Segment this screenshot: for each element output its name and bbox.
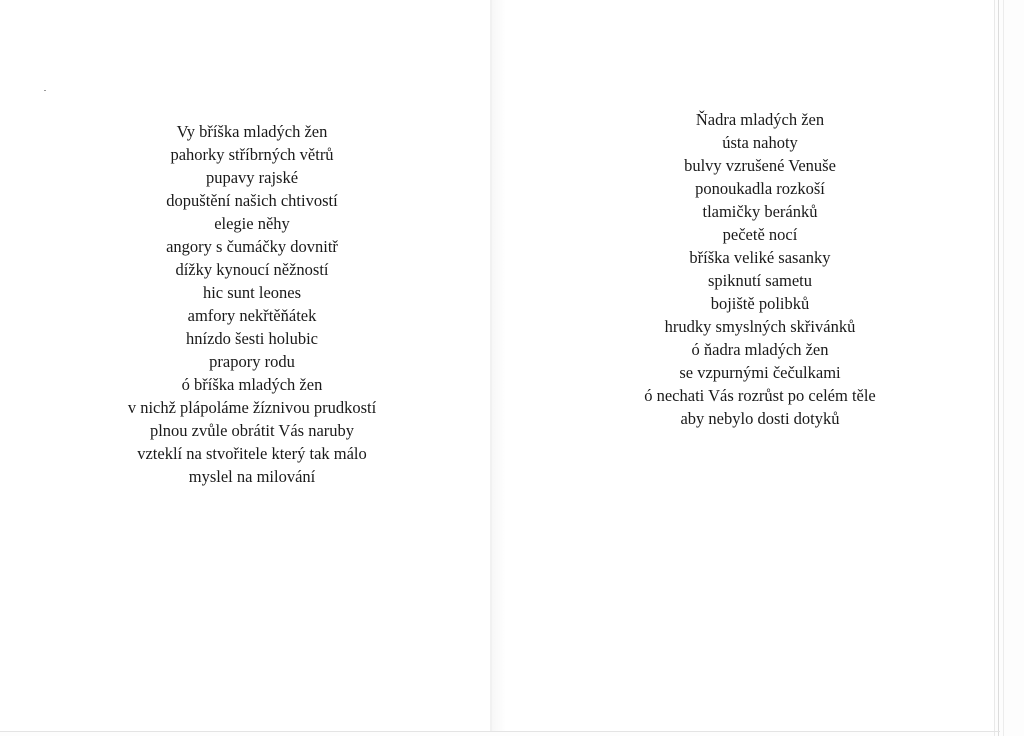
poem-line: Ňadra mladých žen xyxy=(695,110,825,129)
poem-line: tlamičky beránků xyxy=(702,202,818,221)
poem-line: pečetě nocí xyxy=(722,225,798,244)
page-edge xyxy=(994,0,995,736)
poem-line: bulvy vzrušené Venuše xyxy=(684,156,836,175)
poem-line: ó ňadra mladých žen xyxy=(691,340,829,359)
poem-line: bojiště polibků xyxy=(710,294,810,313)
page-edge xyxy=(1003,0,1004,736)
poem-line: myslel na milování xyxy=(188,467,316,486)
page-edge xyxy=(998,0,999,736)
paper-speck xyxy=(44,90,46,91)
poem-line: hic sunt leones xyxy=(202,283,302,302)
poem-line: elegie něhy xyxy=(214,214,290,233)
poem-line: angory s čumáčky dovnitř xyxy=(166,237,338,256)
poem-line: pahorky stříbrných větrů xyxy=(170,145,334,164)
poem-line: dopuštění našich chtivostí xyxy=(166,191,338,210)
poem-line: spiknutí sametu xyxy=(707,271,813,290)
poem-line: hnízdo šesti holubic xyxy=(186,329,318,348)
poem-line: se vzpurnými čečulkami xyxy=(679,363,841,382)
poem-line: prapory rodu xyxy=(209,352,295,371)
poem-line: Vy bříška mladých žen xyxy=(176,122,328,141)
right-poem xyxy=(590,108,930,430)
poem-line: v nichž plápoláme žíznivou prudkostí xyxy=(127,398,377,417)
poem-line: vzteklí na stvořitele který tak málo xyxy=(137,444,367,463)
poem-line: ponoukadla rozkoší xyxy=(695,179,825,198)
poem-line: hrudky smyslných skřivánků xyxy=(664,317,856,336)
page-bottom-edge xyxy=(0,731,1000,732)
poem-line: ústa nahoty xyxy=(722,133,798,152)
poem-line: plnou zvůle obrátit Vás naruby xyxy=(149,421,355,440)
poem-line: ó nechati Vás rozrůst po celém těle xyxy=(644,386,876,405)
poem-line: pupavy rajské xyxy=(205,168,299,187)
poem-line: dížky kynoucí něžností xyxy=(175,260,329,279)
left-poem xyxy=(92,120,412,488)
poem-line: amfory nekřtěňátek xyxy=(187,306,317,325)
left-page xyxy=(0,0,492,732)
poem-line: ó bříška mladých žen xyxy=(181,375,323,394)
poem-line: aby nebylo dosti dotyků xyxy=(680,409,840,428)
poem-line: bříška veliké sasanky xyxy=(689,248,831,267)
